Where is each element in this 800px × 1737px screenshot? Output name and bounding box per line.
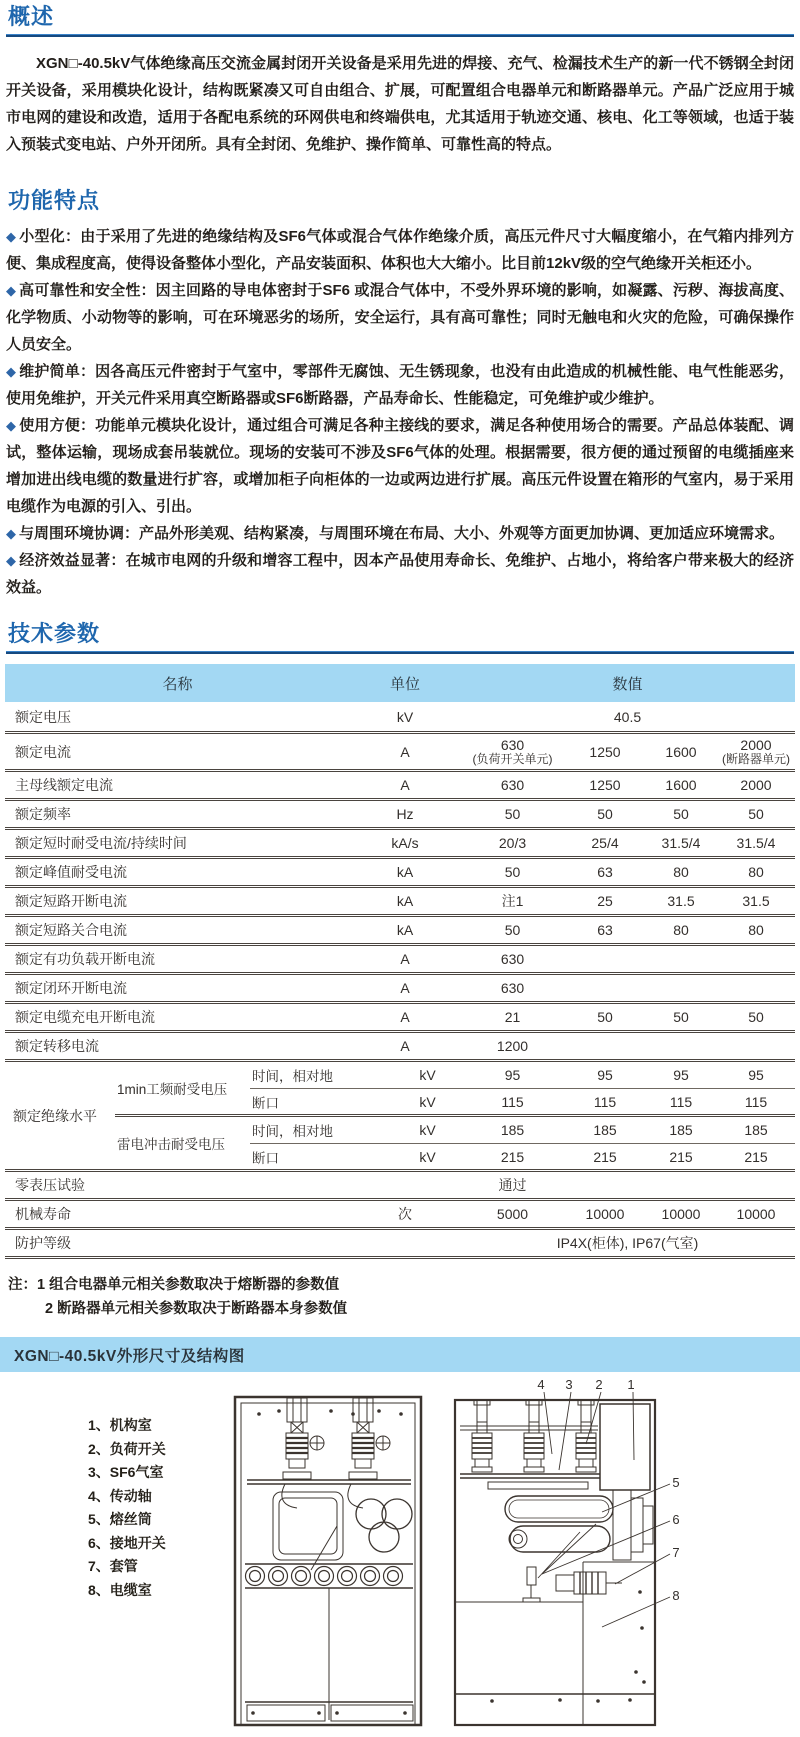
value-cell: 80 [748, 922, 764, 938]
callout-number: 5 [672, 1475, 680, 1490]
table-row [5, 769, 795, 798]
value-cell: 115 [744, 1093, 768, 1110]
value-cell: 115 [669, 1093, 693, 1110]
table-row [5, 1030, 795, 1059]
group-subrows [250, 1117, 795, 1169]
callout-number: 6 [672, 1512, 680, 1527]
value-cell: 31.5 [667, 893, 695, 909]
value-cell: 185 [744, 1122, 768, 1138]
feature-text: 小型化：由于采用了先进的绝缘结构及SF6气体或混合气体作绝缘介质，高压元件尺寸大幅度缩小，在气箱内排列方便、集成程度高，使得设备整体小型化，产品安装面积、体积也大大缩小。比目前12kV级的空气绝缘开关柜还小。 [6, 228, 794, 272]
unit-cell: kA/s [391, 835, 419, 851]
sub-label-cell: 时间，相对地 [252, 1069, 333, 1084]
legend-item: 4、传动轴 [88, 1487, 152, 1504]
param-name-cell: 额定转移电流 [15, 1038, 99, 1054]
value-cell: 50 [504, 864, 521, 880]
value-cell: 20/3 [498, 835, 527, 851]
param-name-cell: 防护等级 [15, 1235, 71, 1251]
unit-cell: kV [419, 1148, 436, 1165]
param-name-cell: 零表压试验 [15, 1177, 85, 1193]
value-note: (负荷开关单元) [472, 752, 553, 766]
table-row [5, 943, 795, 972]
value-cell: 63 [597, 864, 613, 880]
features-section [6, 184, 794, 601]
insulation-groups [115, 1062, 795, 1169]
param-name-cell: 额定闭环开断电流 [15, 980, 127, 996]
title-underline [6, 34, 794, 37]
diamond-bullet-icon: ◆ [6, 526, 16, 541]
value-cell: 50 [748, 806, 764, 822]
feature-text: 维护简单：因各高压元件密封于气室中，零部件无腐蚀、无生锈现象，也没有由此造成的机械性能、电气性能恶劣，使用免维护，开关元件采用真空断路器或SF6断路器，产品寿命长、性能稳定，可免维护或少维护。 [6, 363, 794, 407]
value-cell: 95 [597, 1067, 613, 1083]
legend-item: 6、接地开关 [88, 1534, 166, 1551]
side-view-drawing [430, 1372, 692, 1727]
value-cell: 185 [593, 1122, 617, 1138]
unit-cell: kV [419, 1067, 436, 1083]
feature-item [6, 358, 794, 412]
table-row [5, 702, 795, 731]
value-cell: IP4X(柜体), IP67(气室) [556, 1235, 699, 1251]
value-cell: 63 [597, 922, 613, 938]
value-cell: 通过 [498, 1177, 527, 1193]
value-cell: 31.5 [742, 893, 770, 909]
unit-cell: kA [396, 893, 414, 909]
value-cell: 215 [593, 1148, 617, 1165]
features-title: 功能特点 [8, 188, 101, 213]
table-row [5, 827, 795, 856]
unit-cell: kA [396, 864, 414, 880]
table-notes [8, 1273, 795, 1321]
legend-item: 8、电缆室 [88, 1581, 152, 1598]
param-name-cell: 额定短时耐受电流/持续时间 [15, 835, 187, 851]
value-cell: 50 [504, 806, 521, 822]
feature-item [6, 547, 794, 601]
value-cell: 1250 [589, 743, 621, 760]
value-cell: 50 [597, 1009, 613, 1025]
legend-item: 3、SF6气室 [88, 1464, 164, 1480]
col-header-unit: 单位 [389, 675, 420, 693]
value-cell: 25 [597, 893, 613, 909]
tech-params-section [6, 617, 794, 654]
diamond-bullet-icon: ◆ [6, 418, 17, 433]
diamond-bullet-icon: ◆ [6, 364, 17, 379]
structure-section-bar [0, 1337, 800, 1372]
param-name-cell: 额定短路关合电流 [15, 922, 127, 938]
diagram-legend [88, 1414, 166, 1602]
group-label-cell: 雷电冲击耐受电压 [117, 1137, 225, 1152]
param-name-cell: 额定绝缘水平 [13, 1107, 97, 1124]
table-row [5, 914, 795, 943]
table-row [250, 1088, 795, 1114]
value-cell: 630 [500, 951, 525, 967]
unit-cell: kV [419, 1093, 436, 1110]
value-cell: 40.5 [613, 708, 642, 725]
callout-number: 7 [672, 1545, 680, 1560]
value-cell: 50 [597, 806, 613, 822]
unit-cell: A [400, 743, 410, 760]
value-cell: 21 [504, 1009, 521, 1025]
diamond-bullet-icon: ◆ [6, 229, 17, 244]
diamond-bullet-icon: ◆ [6, 553, 17, 568]
legend-item: 7、套管 [88, 1558, 138, 1574]
value-cell [717, 737, 795, 766]
param-name-cell: 机械寿命 [15, 1206, 71, 1222]
group-subrows [250, 1062, 795, 1114]
value-cell: 215 [669, 1148, 693, 1165]
group-label-cell: 1min工频耐受电压 [117, 1082, 228, 1097]
value-cell [460, 737, 565, 766]
value-cell: 1200 [496, 1038, 529, 1054]
table-row [250, 1117, 795, 1143]
unit-cell: kA [396, 922, 414, 938]
table-row [5, 731, 795, 769]
value-cell: 95 [504, 1067, 521, 1083]
table-row [5, 972, 795, 1001]
value-cell: 80 [748, 864, 764, 880]
table-row [5, 1198, 795, 1227]
table-row [5, 885, 795, 914]
overview-paragraph: XGN□-40.5kV气体绝缘高压交流金属封闭开关设备是采用先进的焊接、充气、检漏技术生产的新一代不锈钢全封闭开关设备，采用模块化设计，结构既紧凑又可自由组合、扩展，可配置组合电器单元和断路器单元。产品广泛应用于城市电网的建设和改造，适用于各配电系统的环网供电和终端供电，尤其适用于轨迹交通、核电、化工等领域，也适于装入预装式变电站、户外开闭所。具有全封闭、免维护、操作简单、可靠性高的特点。 [6, 55, 794, 153]
insulation-group [115, 1114, 795, 1169]
callout-number: 8 [672, 1588, 680, 1603]
callout-number: 1 [627, 1377, 635, 1392]
table-row [5, 856, 795, 885]
legend-item: 2、负荷开关 [88, 1440, 166, 1457]
col-header-name: 名称 [162, 675, 193, 693]
value-cell: 630 [500, 980, 525, 996]
table-header-row [5, 664, 795, 702]
insulation-group [115, 1062, 795, 1114]
tech-params-title: 技术参数 [8, 621, 101, 646]
value-cell: 10000 [736, 1206, 776, 1222]
value-cell: 115 [593, 1093, 617, 1110]
param-name-cell: 额定峰值耐受电流 [15, 864, 127, 880]
front-view-drawing [233, 1394, 425, 1727]
unit-cell: A [400, 951, 410, 967]
callout-number: 4 [537, 1377, 545, 1392]
overview-section [6, 0, 794, 158]
table-row [5, 1227, 795, 1256]
value-cell: 185 [669, 1122, 693, 1138]
overview-title: 概述 [8, 4, 55, 29]
callout-number: 3 [565, 1377, 573, 1392]
feature-text: 高可靠性和安全性：因主回路的导电体密封于SF6 或混合气体中，不受外界环境的影响，如凝露、污秽、海拔高度、化学物质、小动物等的影响，可在环境恶劣的场所，安全运行，具有高可靠性；同时无触电和火灾的危险，可确保操作人员安全。 [6, 282, 795, 353]
value-cell: 630 [500, 777, 525, 793]
feature-item [6, 277, 794, 358]
unit-cell: 次 [398, 1206, 412, 1222]
feature-text: 经济效益显著：在城市电网的升级和增容工程中，因本产品使用寿命长、免维护、占地小，将给客户带来极大的经济效益。 [6, 552, 794, 596]
value-cell: 2000 [740, 777, 772, 793]
value-cell: 1600 [665, 743, 697, 760]
value-cell: 25/4 [591, 835, 619, 851]
value-cell: 115 [501, 1093, 524, 1110]
value-cell: 1250 [589, 777, 621, 793]
feature-list [6, 223, 794, 601]
value-cell: 注1 [501, 893, 524, 909]
table-row [5, 798, 795, 827]
sub-label-cell: 断口 [252, 1150, 279, 1166]
note-line: 注：1 组合电器单元相关参数取决于熔断器的参数值 [8, 1277, 340, 1293]
value-cell: 31.5/4 [661, 835, 701, 851]
unit-cell: kV [419, 1122, 436, 1138]
sub-label-cell: 断口 [252, 1095, 279, 1111]
sub-label-cell: 时间，相对地 [252, 1124, 333, 1139]
value-cell: 50 [748, 1009, 764, 1025]
param-name-cell: 额定电缆充电开断电流 [15, 1009, 155, 1025]
param-name-cell: 额定短路开断电流 [15, 893, 127, 909]
structure-diagram-area [0, 1372, 800, 1727]
structure-section-title: XGN□-40.5kV外形尺寸及结构图 [14, 1347, 245, 1365]
legend-item: 1、机构室 [88, 1417, 152, 1433]
table-row [5, 1001, 795, 1030]
unit-cell: A [400, 1009, 410, 1025]
table-row [5, 1169, 795, 1198]
insulation-level-block [5, 1059, 795, 1169]
param-name-cell: 额定频率 [15, 806, 71, 822]
value-cell: 185 [500, 1122, 525, 1138]
value-cell: 80 [673, 922, 689, 938]
value-cell: 215 [744, 1148, 768, 1165]
value-cell: 50 [673, 806, 689, 822]
tech-params-table [5, 664, 795, 1259]
value: 630 [500, 737, 525, 753]
note-line: 2 断路器单元相关参数取决于断路器本身参数值 [45, 1301, 348, 1317]
feature-item [6, 520, 794, 547]
legend-item: 5、熔丝筒 [88, 1511, 152, 1527]
param-name-cell: 主母线额定电流 [15, 777, 113, 793]
unit-cell: A [400, 1038, 410, 1054]
callout-number: 2 [595, 1377, 603, 1392]
unit-cell: kV [396, 708, 414, 725]
param-name-cell: 额定电流 [15, 743, 71, 760]
value-cell: 95 [748, 1067, 764, 1083]
value-cell: 215 [500, 1148, 525, 1165]
value-note: (断路器单元) [722, 752, 790, 766]
feature-item [6, 412, 794, 520]
feature-text: 与周围环境协调：产品外形美观、结构紧凑，与周围环境在布局、大小、外观等方面更加协调、更加适应环境需求。 [19, 525, 785, 542]
unit-cell: Hz [396, 806, 414, 822]
param-name-cell: 额定有功负载开断电流 [15, 951, 155, 967]
value-cell: 1600 [665, 777, 697, 793]
value-cell: 10000 [585, 1206, 625, 1222]
value-cell: 10000 [661, 1206, 701, 1222]
unit-cell: A [400, 777, 410, 793]
value-cell: 50 [504, 922, 521, 938]
feature-item [6, 223, 794, 277]
diamond-bullet-icon: ◆ [6, 283, 17, 298]
unit-cell: A [400, 980, 410, 996]
table-row [250, 1062, 795, 1088]
value-cell: 31.5/4 [736, 835, 776, 851]
value-cell: 80 [673, 864, 689, 880]
value: 2000 [740, 737, 772, 753]
value-cell: 95 [673, 1067, 689, 1083]
col-header-value: 数值 [612, 675, 643, 693]
value-cell: 50 [673, 1009, 689, 1025]
value-cell: 5000 [496, 1206, 529, 1222]
title-underline [6, 651, 794, 654]
feature-text: 使用方便：功能单元模块化设计，通过组合可满足各种主接线的要求，满足各种使用场合的需要。产品总体装配、调试，整体运输，现场成套吊装就位。现场的安装可不涉及SF6气体的处理。根据需要，很方便的通过预留的电缆插座来增加进出线电缆的数量进行扩容，或增加柜子向柜体的一边或两边进行扩展。高压元件设置在箱形的气室内，易于采用电缆作为电源的引入、引出。 [6, 417, 794, 515]
table-row [250, 1143, 795, 1169]
param-name-cell: 额定电压 [15, 708, 71, 725]
